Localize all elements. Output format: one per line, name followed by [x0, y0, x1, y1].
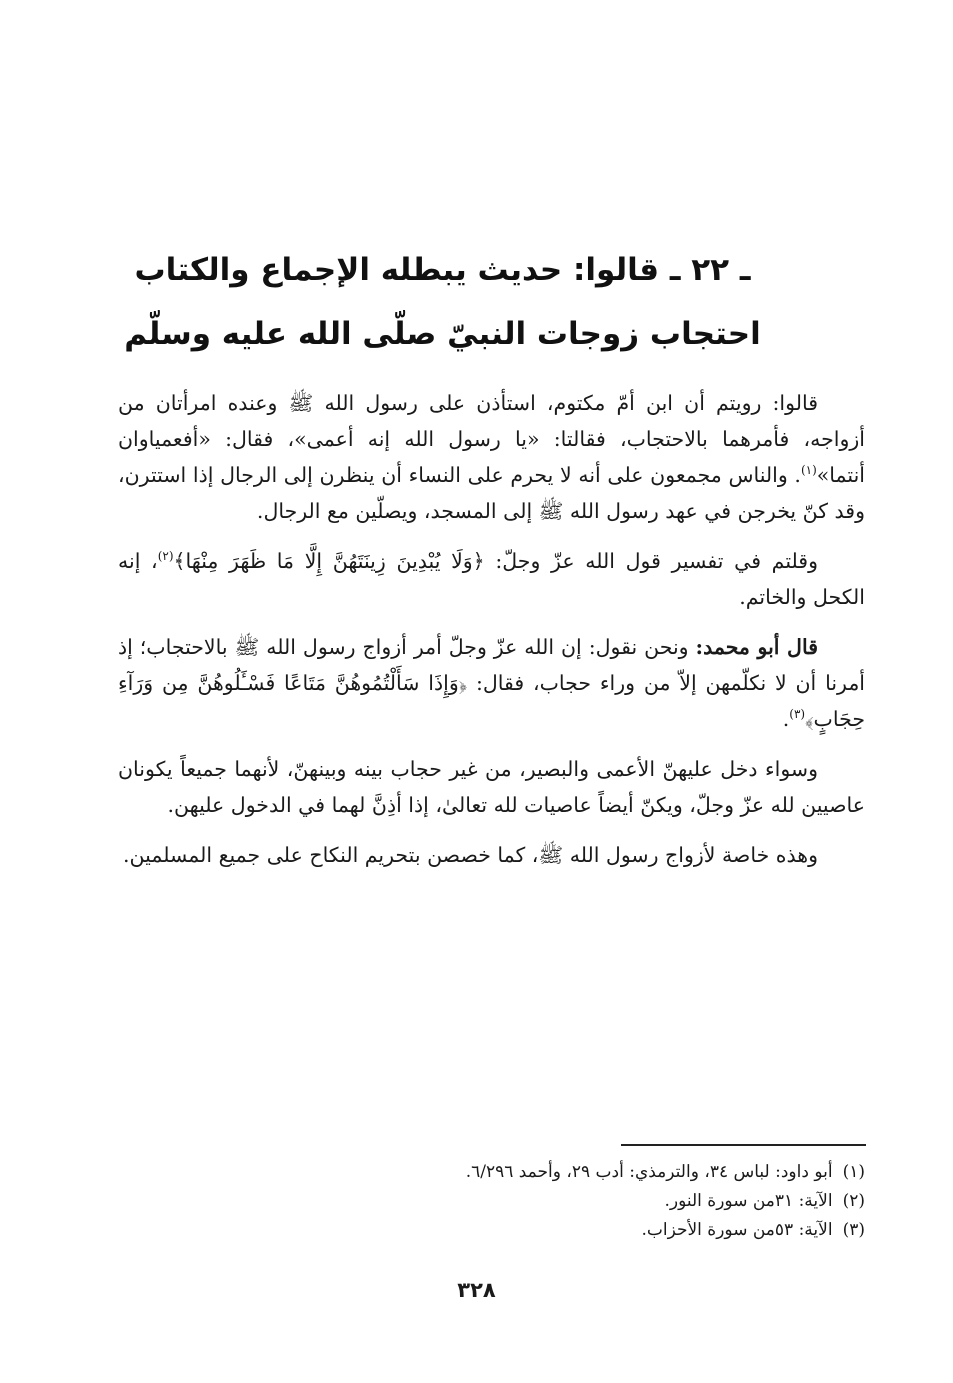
footnote-1-number: (١): [842, 1162, 865, 1182]
footnote-separator: [621, 1144, 866, 1146]
paragraph-3-tail: .: [782, 707, 790, 731]
footnote-2: [265, 1187, 865, 1216]
paragraph-3: [118, 629, 865, 737]
footnote-2-number: (٢): [842, 1191, 865, 1211]
quran-verse-1: ﴿وَلَا يُبْدِينَ زِينَتَهُنَّ إِلَّا مَا ظَهَرَ مِنْهَا﴾: [173, 549, 485, 573]
paragraph-2: [118, 543, 865, 615]
quran-verse-2: ﴿وَإِذَا سَأَلْتُمُوهُنَّ مَتَاعًا فَسْـَٔلُوهُنَّ مِن وَرَآءِ حِجَابٍ﴾: [118, 671, 865, 731]
footnote-1-text: أبو داود: لباس ٣٤، والترمذي: أدب ٢٩، وأحمد ٦/٢٩٦.: [465, 1162, 833, 1182]
chapter-heading-line-2: احتجاب زوجات النبيّ صلّى الله عليه وسلّم: [124, 316, 761, 352]
chapter-heading: [120, 238, 765, 366]
footnote-1: [265, 1158, 865, 1187]
footnotes: [265, 1158, 865, 1245]
paragraph-1-tail: . والناس مجمعون على أنه لا يحرم على النساء أن ينظرن إلى الرجال إذا استترن، وقد كنّ يخرجن في عهد رسول الله ﷺ إلى المسجد، ويصلّين مع الرجال.: [118, 463, 865, 523]
paragraph-3-text: ونحن نقول: إن الله عزّ وجلّ أمر أزواج رسول الله ﷺ بالاحتجاب؛ إذ أمرنا أن لا نكلّمهن إلاّ من وراء حجاب، فقال:: [118, 635, 866, 695]
footnote-ref-2: (٢): [157, 549, 174, 564]
footnote-3-text: الآية: ٥٣من سورة الأحزاب.: [641, 1220, 833, 1240]
paragraph-4: وسواء دخل عليهنّ الأعمى والبصير، من غير حجاب بينه وبينهنّ، لأنهما جميعاً يكونان عاصيين لله عزّ وجلّ، ويكنّ أيضاً عاصيات لله تعالىٰ، إذا أذِنَّ لهما في الدخول عليهن.: [118, 757, 865, 817]
speaker-label: قال أبو محمد:: [695, 635, 818, 659]
page-number: ٣٢٨: [457, 1278, 496, 1302]
footnote-3-number: (٣): [842, 1220, 865, 1240]
footnote-2-text: الآية: ٣١من سورة النور.: [664, 1191, 833, 1211]
paragraph-1-text: قالوا: رويتم أن ابن أمّ مكتوم، استأذن على رسول الله ﷺ وعنده امرأتان من أزواجه، فأمرهما بالاحتجاب، فقالتا: «يا رسول الله إنه أعمى»، فقال: «أفعمياوان أنتما»: [118, 391, 865, 487]
paragraph-1: [118, 385, 865, 529]
footnote-3: [265, 1216, 865, 1245]
footnote-ref-3: (٣): [789, 707, 806, 722]
footnote-ref-1: (١): [800, 463, 817, 478]
paragraph-2-tail: ، إنه الكحل والخاتم.: [118, 549, 865, 609]
body-text: [118, 385, 865, 887]
paragraph-2-text: وقلتم في تفسير قول الله عزّ وجلّ:: [484, 549, 819, 573]
paragraph-5: وهذه خاصة لأزواج رسول الله ﷺ، كما خصصن بتحريم النكاح على جميع المسلمين.: [123, 843, 818, 867]
chapter-heading-line-1: ـ ٢٢ ـ قالوا: حديث يبطله الإجماع والكتاب: [134, 252, 751, 288]
